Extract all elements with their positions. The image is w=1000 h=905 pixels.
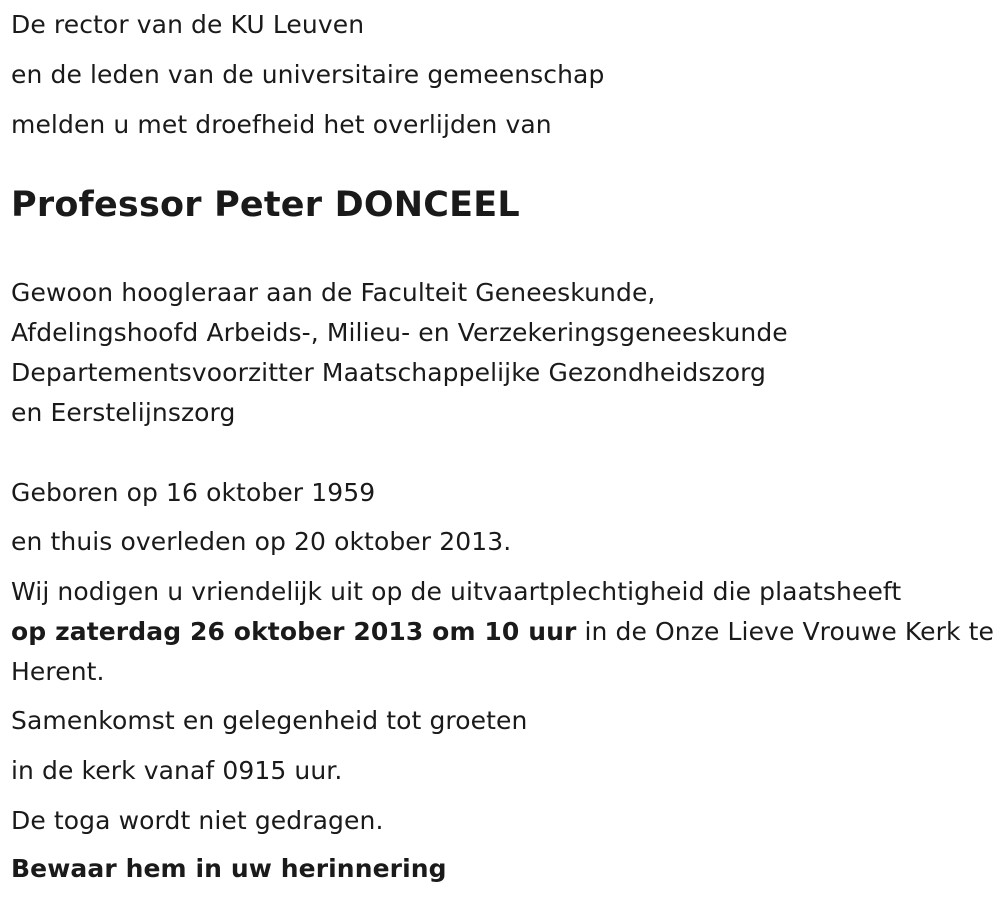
gathering-line: Samenkomst en gelegenheid tot groeten (11, 706, 528, 735)
title-line-department-head: Afdelingshoofd Arbeids-, Milieu- en Verzekeringsgeneeskunde (11, 318, 788, 347)
title-line-chair: Departementsvoorzitter Maatschappelijke Gezondheidszorg (11, 358, 767, 387)
deceased-name: Professor Peter DONCEEL (11, 185, 520, 225)
title-line-professor: Gewoon hoogleraar aan de Faculteit Geneeskunde, (11, 278, 656, 307)
closing-line: Bewaar hem in uw herinnering (11, 854, 447, 883)
funeral-datetime-line (11, 612, 994, 652)
funeral-place-town: Herent. (11, 657, 105, 686)
funeral-place: in de Onze Lieve Vrouwe Kerk te (576, 617, 995, 646)
intro-line-community: en de leden van de universitaire gemeenschap (11, 60, 605, 89)
death-date: en thuis overleden op 20 oktober 2013. (11, 527, 512, 556)
intro-line-rector: De rector van de KU Leuven (11, 10, 365, 39)
toga-note: De toga wordt niet gedragen. (11, 806, 384, 835)
funeral-datetime: op zaterdag 26 oktober 2013 om 10 uur (11, 617, 577, 646)
intro-line-announcement: melden u met droefheid het overlijden van (11, 110, 552, 139)
gathering-time: in de kerk vanaf 0915 uur. (11, 756, 343, 785)
title-line-primary-care: en Eerstelijnszorg (11, 398, 236, 427)
birth-date: Geboren op 16 oktober 1959 (11, 478, 376, 507)
funeral-invitation: Wij nodigen u vriendelijk uit op de uitvaartplechtigheid die plaatsheeft (11, 577, 902, 606)
